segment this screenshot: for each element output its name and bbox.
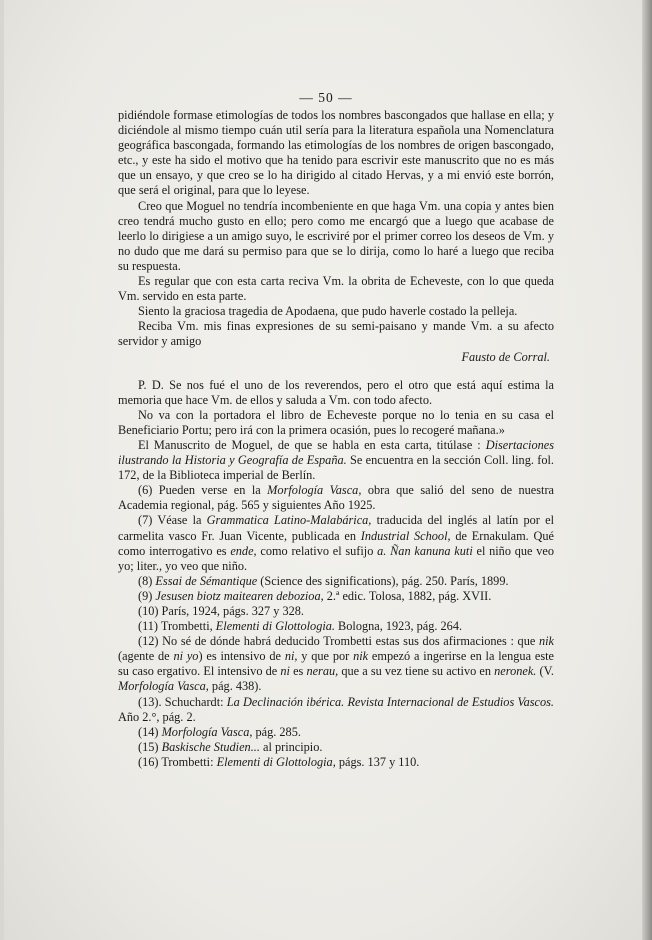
footnote-title: Essai de Sémantique [155, 573, 258, 588]
footnote-title: Baskische Studien... [161, 739, 260, 754]
footnote-title: Morfología Vasca, [161, 724, 253, 739]
footnote-text: Año 2.°, pág. 2. [118, 709, 196, 724]
footnote-text: ) es intensivo de [198, 649, 285, 664]
footnote-text: es [289, 664, 307, 679]
letter-paragraph: Siento la graciosa tragedia de Apodaena, que pudo haverle costado la pelleja. [138, 304, 518, 319]
footnote-12 [118, 634, 554, 694]
footnote-text: (9) [138, 588, 156, 603]
postscript-paragraph: P. D. Se nos fué el uno de los reverendos, pero el otro que está aquí estima la memoria que hace Vm. de ellos y saluda a Vm. con todo afecto. [118, 377, 554, 407]
footnote-8 [118, 574, 554, 589]
footnote-text: obra que salió del seno de nuestra Academia regional, pág. 565 y siguientes Año 1925. [118, 483, 555, 513]
page-right-edge [642, 0, 652, 940]
footnote-10 [118, 604, 554, 619]
footnote-text: traducida del inglés al latín por el carmelita vasco Fr. Juan Vicente, publicada en [118, 513, 554, 543]
footnote-term: Ñan kanuna kuti [390, 543, 473, 558]
footnote-title: Industrial School, [360, 528, 451, 543]
page-number: — 50 — [299, 90, 353, 105]
footnote-term: nik [353, 649, 369, 664]
footnote-text: (8) [138, 573, 156, 588]
note-text: Se encuentra en la sección Coll. ling. fol. 172, de la Biblioteca imperial de Berlín. [118, 453, 554, 483]
postscript-paragraph: No va con la portadora el libro de Echeveste porque no lo tenia en su casa el Beneficiario Portu; pero irá con la primera ocasión, pues lo recogeré mañana.» [118, 407, 554, 437]
footnote-16 [118, 755, 554, 770]
letter-paragraph: pidiéndole formase etimologías de todos los nombres bascongados que hallase en ella; y diciéndole al mismo tiempo cuán util sería para la literatura española una Nomenclatura geográfica bascongada, formando las etimologías de los nombres de origen bascongado, etc., y este ha sido el motivo que ha tenido para escrivir este manuscrito que no es más que un ensayo, y que creo se lo ha dirigido al citado Hervas, y a mi envió este borrón, que será el original, para que lo leyese. [118, 108, 554, 198]
manuscript-note [118, 438, 554, 483]
footnote-text: (V. [536, 664, 554, 679]
footnote-15 [118, 740, 554, 755]
footnote-term: nerau, [306, 664, 339, 679]
footnote-text: pág. 438). [208, 679, 262, 694]
note-text: El Manuscrito de Moguel, de que se habla en esta carta, titúlase : [138, 437, 486, 452]
footnote-7 [118, 513, 554, 573]
footnote-title: La Declinación ibérica. Revista Internacional de Estudios Vascos. [226, 694, 555, 709]
note-title: Disertaciones ilustrando la Historia y Geografía de España. [118, 437, 554, 468]
letter-paragraph: Creo que Moguel no tendría incombeniente en que haga Vm. una copia y antes bien creo tendrá mucho gusto en ello; pero como me encargó que a luego que acabase de leerlo lo dirigiese a un amigo suyo, le escriviré por el primer correo los deseos de Vm. y no dudo que me dará su permiso para que se lo dirija, como lo haré a luego que reciba su respuesta. [118, 198, 554, 273]
footnote-14 [118, 725, 554, 740]
footnote-text: de Ernakulam. Qué como interrogativo es [118, 528, 554, 558]
footnote-text: el niño que veo yo; liter., yo veo que niño. [118, 543, 554, 573]
footnote-11 [118, 619, 554, 634]
page-left-edge [0, 0, 4, 940]
footnote-text: (14) [138, 724, 162, 739]
footnote-text: y que por [297, 649, 354, 664]
footnote-text: como relativo el sufijo [256, 543, 378, 558]
footnote-text: (Science des significations), pág. 250. París, 1899. [257, 573, 509, 588]
footnote-text: 2.ª edic. Tolosa, 1882, pág. XVII. [323, 588, 492, 603]
page-body [118, 108, 554, 770]
footnote-text: (12) No sé de dónde habrá deducido Trombetti estas sus dos afirmaciones : que [138, 634, 539, 649]
footnote-term: nik [538, 634, 554, 649]
footnote-title: Jesusen biotz maitearen debozioa, [155, 588, 324, 603]
footnote-text: al principio. [259, 739, 323, 754]
footnote-text: (agente de [118, 649, 174, 664]
footnote-title: Morfología Vasca, [267, 483, 362, 498]
footnote-text: (6) Pueden verse en la [138, 483, 268, 498]
footnote-title: Elementi di Glottologia, [216, 754, 336, 769]
footnote-text: (16) Trombetti: [138, 754, 217, 769]
footnote-text: que a su vez tiene su activo en [338, 664, 495, 679]
signature: Fausto de Corral. [461, 349, 550, 364]
footnote-text: (15) [138, 739, 162, 754]
footnote-term: ni, [284, 649, 298, 664]
footnote-term: a. [377, 543, 387, 558]
footnote-text: págs. 137 y 110. [335, 754, 420, 769]
footnote-text: (13). Schuchardt: [138, 694, 227, 709]
footnote-term: neronek. [494, 664, 537, 679]
footnote-text: pág. 285. [252, 724, 301, 739]
letter-paragraph: Es regular que con esta carta reciva Vm. la obrita de Echeveste, con lo que queda Vm. servido en esta parte. [118, 274, 554, 304]
footnote-6 [118, 483, 554, 513]
footnote-text: Bologna, 1923, pág. 264. [334, 619, 463, 634]
footnote-text: (11) Trombetti, [138, 619, 216, 634]
footnote-9 [118, 589, 554, 604]
footnote-title: Elementi di Glottologia. [215, 619, 335, 634]
footnote-13 [118, 695, 554, 725]
footnote-text: (7) Véase la [138, 513, 207, 528]
letter-paragraph: Reciba Vm. mis finas expresiones de su semi-paisano y mande Vm. a su afecto servidor y amigo [118, 319, 554, 349]
spacer [118, 365, 554, 378]
footnote-text: empezó a ingerirse en la lengua este su caso ergativo. El intensivo de [118, 649, 554, 679]
footnote-title: Grammatica Latino-Malabárica, [206, 513, 372, 528]
footnote-term: ni [280, 664, 290, 679]
footnote-term: ni yo [173, 649, 199, 664]
footnote-text: (10) París, 1924, págs. 327 y 328. [138, 604, 304, 618]
footnote-term: ende, [230, 543, 257, 558]
footnote-title: Morfología Vasca, [118, 679, 209, 694]
